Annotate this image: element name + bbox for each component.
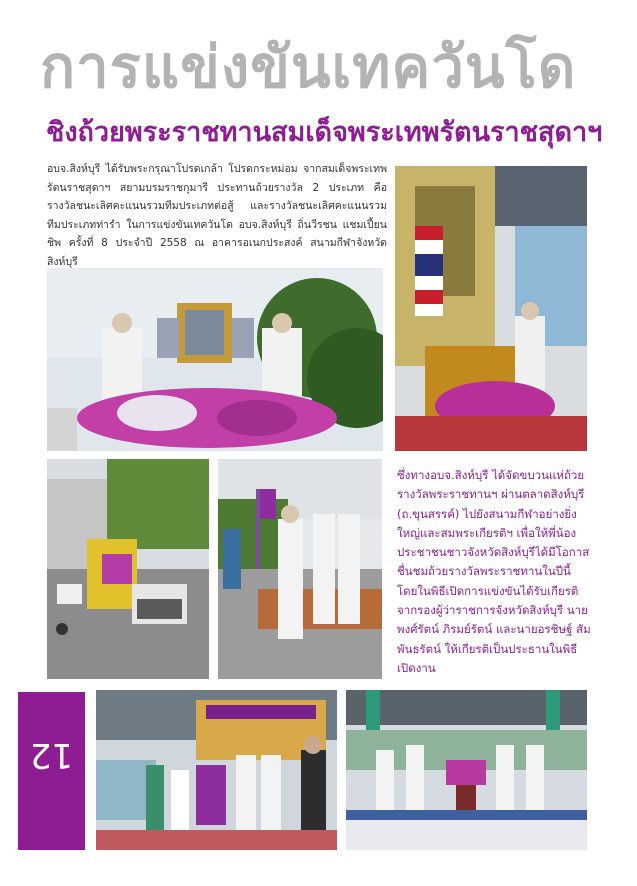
photo-officers-march: [218, 459, 382, 679]
photo-officials-group: [96, 690, 337, 850]
page-number: 12: [29, 735, 74, 775]
photo-trophy-ceremony: [47, 268, 383, 451]
photo-opening-ceremony: [346, 690, 587, 850]
intro-paragraph: อบจ.สิงห์บุรี ได้รับพระกรุณาโปรดเกล้า โปรดกระหม่อม จากสมเด็จพระเทพรัตนราชสุดาฯ สยามบรมราชกุมารี ประทานถ้วยรางวัล 2 ประเภท คือ รางวัลชนะเลิศคะแนนรวมทีมประเภทต่อสู้ และรางวัลชนะเลิศคะแนนรวมทีมประเภทท่ารำ ในการแข่งขันเทควันโด อบจ.สิงห์บุรี ถิ่นวีรชน แชมเปี้ยนชิพ ครั้งที่ 8 ประจำปี 2558 ณ อาคารอเนกประสงค์ สนามกีฬาจังหวัดสิงห์บุรี: [47, 163, 387, 268]
photo-parade-street: [47, 459, 209, 679]
page-title: การแข่งขันเทควันโด: [40, 33, 577, 101]
side-paragraph: ซึ่งทางอบจ.สิงห์บุรี ได้จัดขบวนแห่ถ้วยรางวัลพระราชทานฯ ผ่านตลาดสิงห์บุรี (ถ.ขุนสรรค์) ไปยังสนามกีฬาอย่างยิ่งใหญ่และสมพระเกียรติฯ เพื่อให้พี่น้องประชาชนชาวจังหวัดสิงห์บุรีได้มีโอกาสชื่นชมถ้วยรางวัลพระราชทานในปีนี้ โดยในพิธีเปิดการแข่งขันได้รับเกียรติจากรองผู้ว่าราชการจังหวัดสิงห์บุรี นายพงศ์รัตน์ ภิรมย์รัตน์ และนายอรชิษฐ์ สัมพันธรัตน์ ให้เกียรติเป็นประธานในพิธีเปิดงาน: [397, 468, 591, 675]
photo-shrine-offering: [395, 166, 587, 451]
page-subtitle: ชิงถ้วยพระราชทานสมเด็จพระเทพรัตนราชสุดาฯ: [46, 117, 603, 148]
